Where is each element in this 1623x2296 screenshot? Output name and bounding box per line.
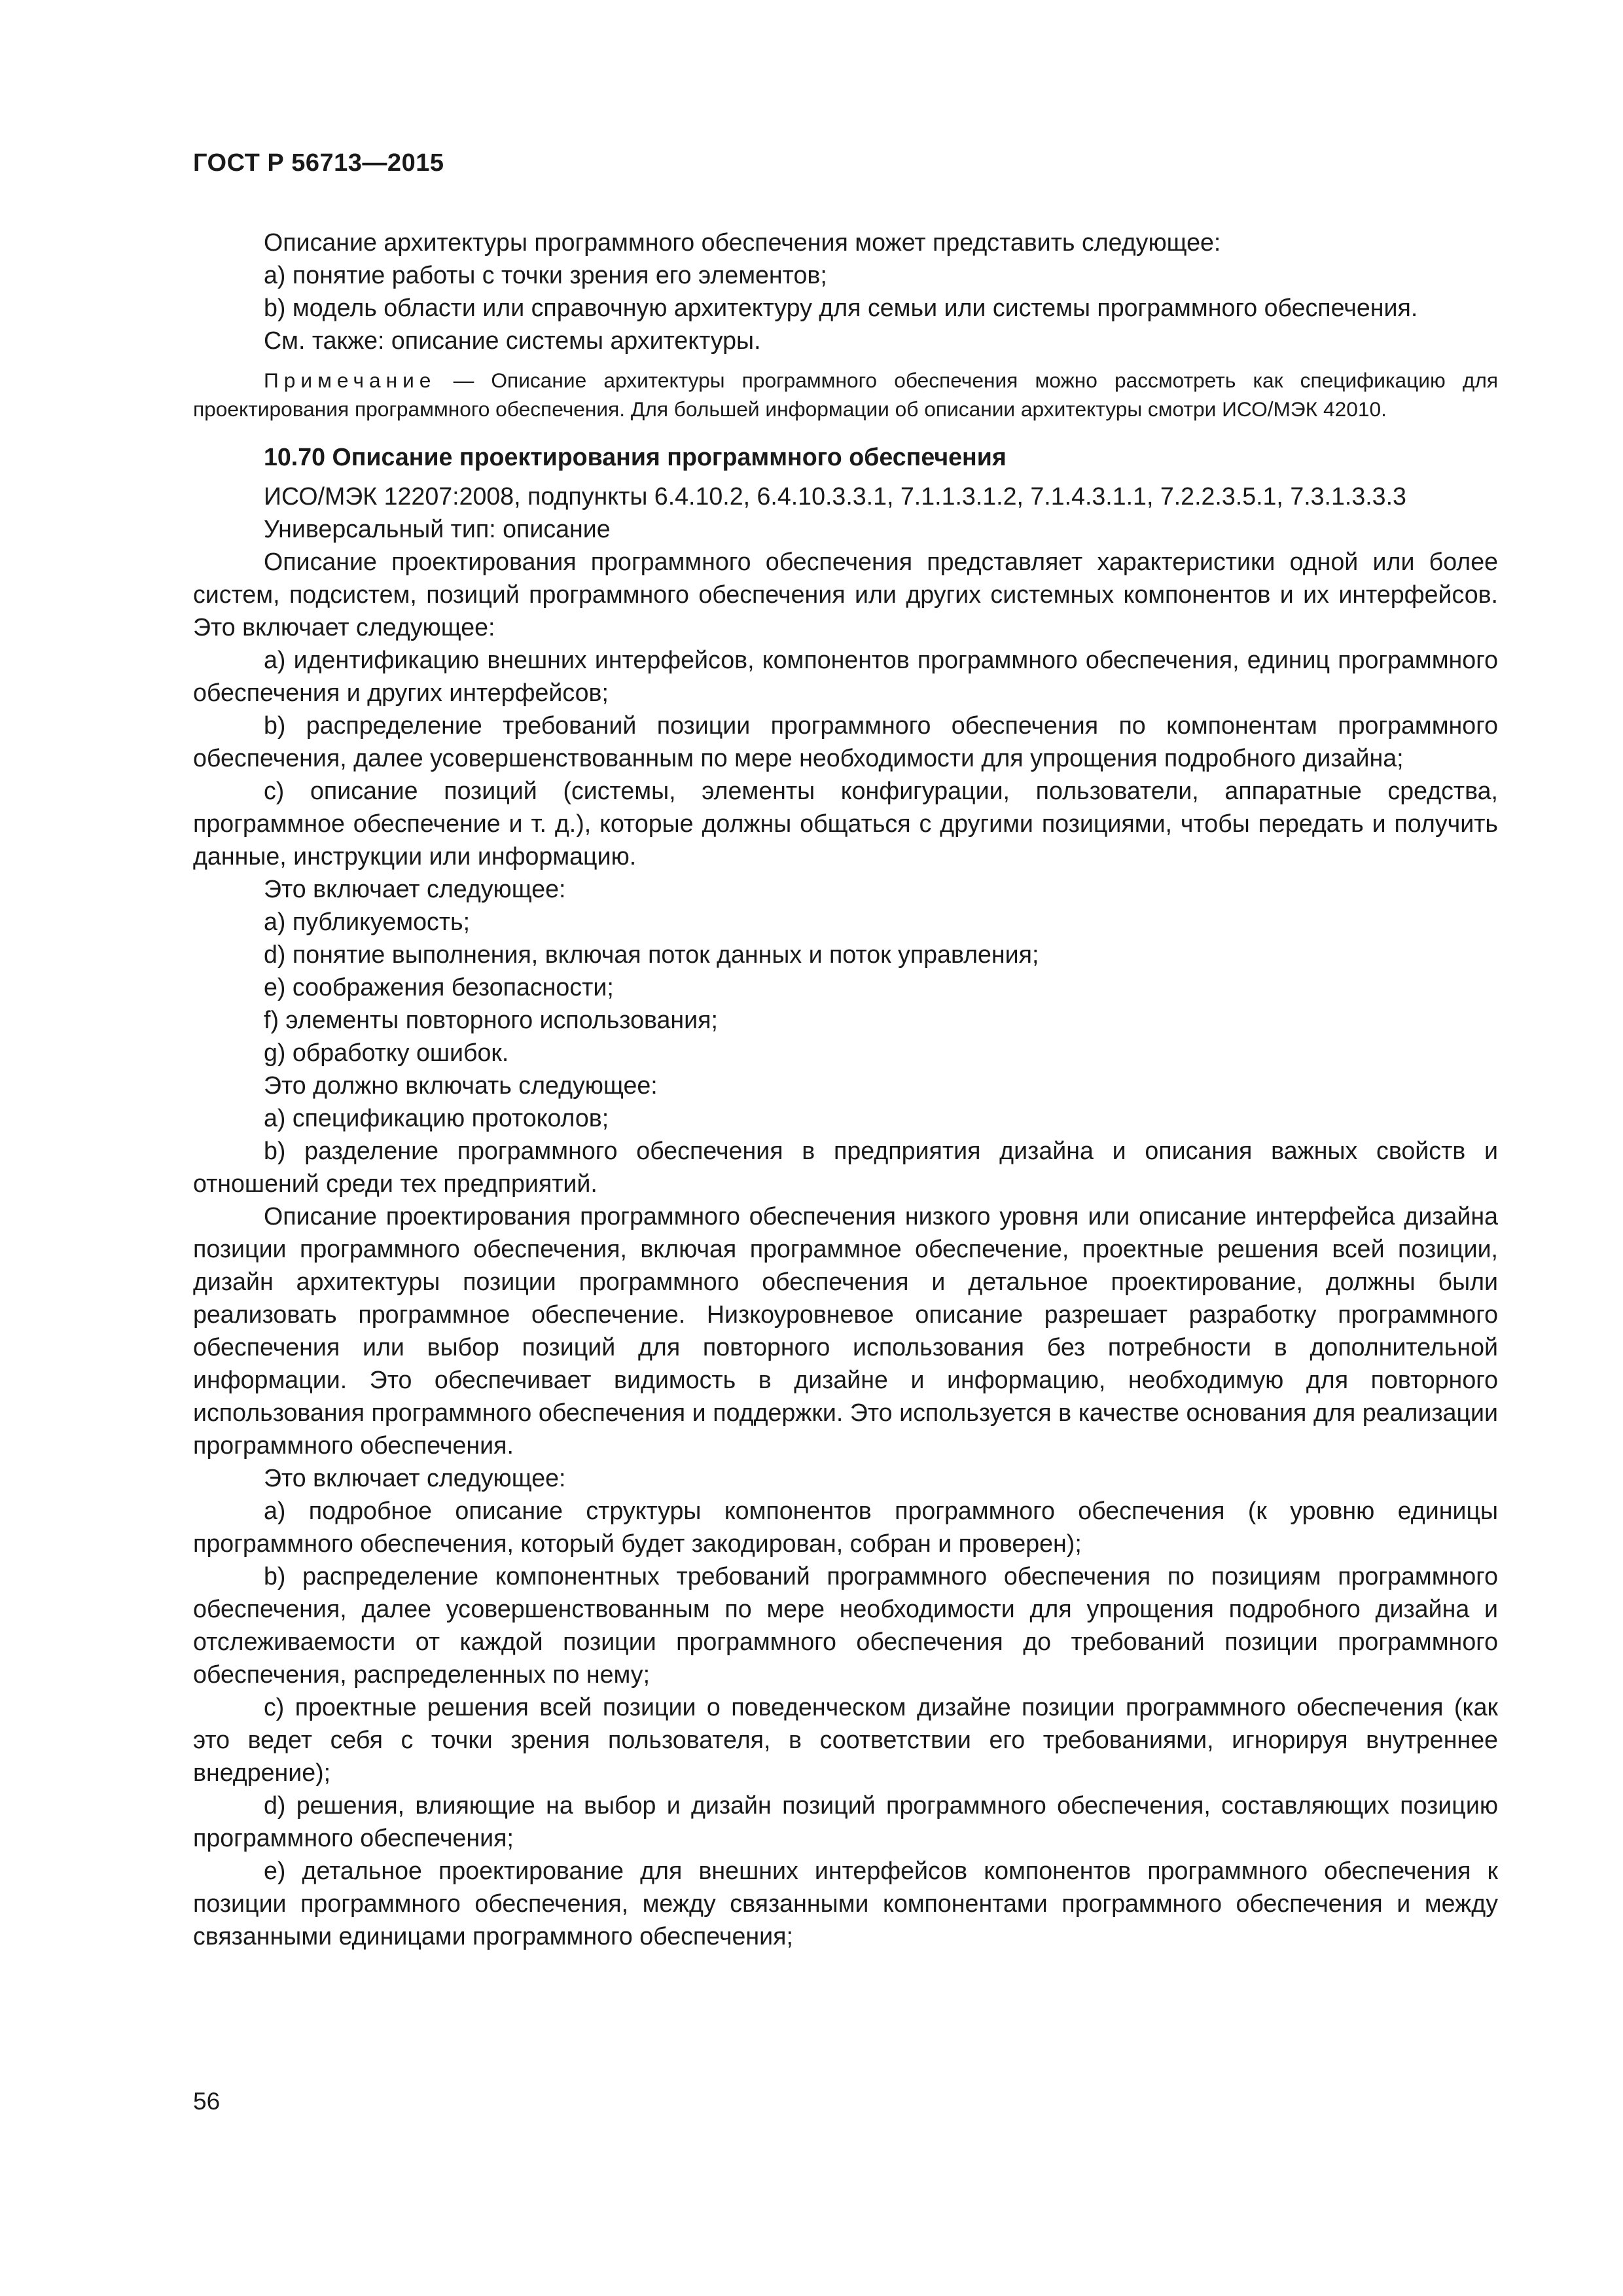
body-paragraph: Это включает следующее:: [264, 1464, 566, 1492]
list-item: a) понятие работы с точки зрения его элементов;: [264, 261, 827, 289]
list-item: a) спецификацию протоколов;: [264, 1104, 609, 1132]
list-item: b) распределение требований позиции программного обеспечения по компонентам программного обеспечения, далее усовершенствованным по мере необходимости для упрощения подробного дизайна;: [193, 711, 1498, 772]
body-paragraph: Это включает следующее:: [264, 875, 566, 903]
see-also-line: См. также: описание системы архитектуры.: [264, 327, 761, 354]
page-body: [193, 226, 1498, 1952]
list-item: b) модель области или справочную архитектуру для семьи или системы программного обеспечения.: [264, 294, 1418, 321]
list-item: e) соображения безопасности;: [264, 973, 614, 1001]
standard-header: ГОСТ Р 56713—2015: [193, 149, 444, 177]
list-item: a) подробное описание структуры компонентов программного обеспечения (к уровню единицы программного обеспечения, который будет закодирован, собран и проверен);: [193, 1497, 1498, 1557]
page-number: 56: [193, 2088, 221, 2115]
list-item: g) обработку ошибок.: [264, 1039, 509, 1066]
body-paragraph: Описание проектирования программного обеспечения низкого уровня или описание интерфейса дизайна позиции программного обеспечения, включая программное обеспечение, проектные решения всей позиции, дизайн архитектуры позиции программного обеспечения и детальное проектирование, должны были реализовать программное обеспечение. Низкоуровневое описание разрешает разработку программного обеспечения или выбор позиций для повторного использования без потребности в дополнительной информации. Это обеспечивает видимость в дизайне и информацию, необходимую для повторного использования программного обеспечения и поддержки. Это используется в качестве основания для реализации программного обеспечения.: [193, 1202, 1498, 1459]
note-lead: Примечание: [264, 368, 437, 392]
section-heading: 10.70 Описание проектирования программного обеспечения: [264, 443, 1007, 471]
list-item: b) разделение программного обеспечения в предприятия дизайна и описания важных свойств и отношений среди тех предприятий.: [193, 1137, 1498, 1197]
body-paragraph: Описание архитектуры программного обеспечения может представить следующее:: [264, 228, 1221, 256]
body-paragraph: Описание проектирования программного обеспечения представляет характеристики одной или более систем, подсистем, позиций программного обеспечения или других системных компонентов и их интерфейсов. Это включает следующее:: [193, 548, 1498, 641]
list-item: f) элементы повторного использования;: [264, 1006, 718, 1033]
note-text: — Описание архитектуры программного обеспечения можно рассмотреть как спецификацию для проектирования программного обеспечения. Для большей информации об описании архитектуры смотри ИСО/МЭК 42010.: [193, 368, 1498, 421]
reference-line: ИСО/МЭК 12207:2008, подпункты 6.4.10.2, 6.4.10.3.3.1, 7.1.1.3.1.2, 7.1.4.3.1.1, 7.2.2.3.5.1, 7.3.1.3.3.3: [264, 482, 1406, 510]
list-item: e) детальное проектирование для внешних интерфейсов компонентов программного обеспечения к позиции программного обеспечения, между связанными компонентами программного обеспечения и между связанными единицами программного обеспечения;: [193, 1857, 1498, 1950]
list-item: b) распределение компонентных требований программного обеспечения по позициям программного обеспечения, далее усовершенствованным по мере необходимости для упрощения подробного дизайна и отслеживаемости от каждой позиции программного обеспечения до требований позиции программного обеспечения, распределенных по нему;: [193, 1562, 1498, 1688]
note-paragraph: [193, 366, 1498, 423]
list-item: d) решения, влияющие на выбор и дизайн позиций программного обеспечения, составляющих позицию программного обеспечения;: [193, 1791, 1498, 1852]
list-item: c) проектные решения всей позиции о поведенческом дизайне позиции программного обеспечения (как это ведет себя с точки зрения пользователя, в соответствии его требованиями, игнорируя внутреннее внедрение);: [193, 1693, 1498, 1786]
list-item: d) понятие выполнения, включая поток данных и поток управления;: [264, 941, 1039, 968]
list-item: a) идентификацию внешних интерфейсов, компонентов программного обеспечения, единиц программного обеспечения и других интерфейсов;: [193, 646, 1498, 706]
type-line: Универсальный тип: описание: [264, 515, 611, 543]
list-item: c) описание позиций (системы, элементы конфигурации, пользователи, аппаратные средства, программное обеспечение и т. д.), которые должны общаться с другими позициями, чтобы передать и получить данные, инструкции или информацию.: [193, 777, 1498, 870]
body-paragraph: Это должно включать следующее:: [264, 1071, 658, 1099]
list-item: a) публикуемость;: [264, 908, 471, 935]
